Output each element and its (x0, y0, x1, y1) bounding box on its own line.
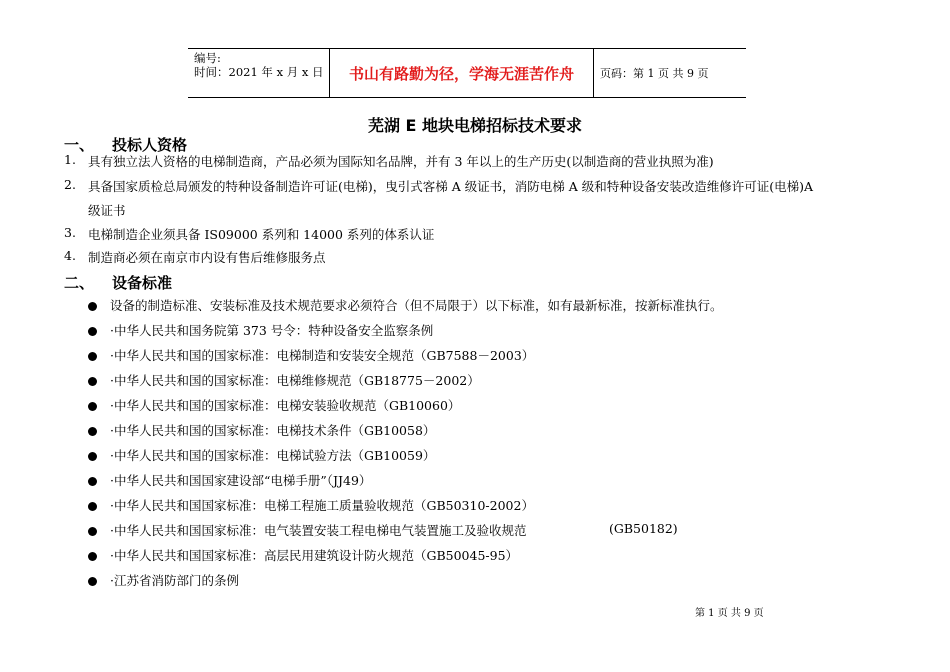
bullet-text: ·中华人民共和国的国家标准：电梯试验方法（GB10059） (110, 448, 436, 463)
bullet-text: ·江苏省消防部门的条例 (110, 573, 239, 588)
item-text: 制造商必须在南京市内设有售后维修服务点 (88, 250, 326, 265)
section-title: 投标人资格 (112, 136, 188, 154)
bullet-icon (88, 502, 97, 511)
section-title: 设备标准 (112, 274, 173, 292)
bullet-item (88, 471, 371, 489)
section-number: 一、 (64, 136, 95, 154)
header-info-cell (188, 49, 330, 97)
bullet-item (88, 421, 435, 439)
bullet-text: ·中华人民共和国的国家标准：电梯维修规范（GB18775－2002） (110, 373, 480, 388)
item-number: 3. (64, 225, 76, 240)
bullet-text: ·中华人民共和国国家标准：电梯工程施工质量验收规范（GB50310-2002） (110, 498, 534, 513)
bullet-item (88, 321, 433, 339)
bullet-text: ·中华人民共和国的国家标准：电梯制造和安装安全规范（GB7588－2003） (110, 348, 535, 363)
bullet-item (88, 496, 534, 514)
bullet-text: ·中华人民共和国国家建设部“电梯手册”（JJ49） (110, 473, 372, 488)
bullet-text: ·中华人民共和国国家标准：高层民用建筑设计防火规范（GB50045-95） (110, 548, 519, 563)
bullet-text: 设备的制造标准、安装标准及技术规范要求必须符合（但不局限于）以下标准，如有最新标准，按新标准执行。 (110, 298, 723, 313)
bullet-icon (88, 527, 97, 536)
bullet-item (88, 521, 526, 539)
standard-code: (GB50182) (609, 521, 678, 536)
bullet-text: ·中华人民共和国的国家标准：电梯安装验收规范（GB10060） (110, 398, 461, 413)
bullet-icon (88, 302, 97, 311)
bullet-icon (88, 352, 97, 361)
header-table (188, 48, 746, 98)
section-number: 二、 (64, 274, 95, 292)
bullet-icon (88, 477, 97, 486)
item-number: 4. (64, 248, 76, 263)
item-text: 电梯制造企业须具备 IS09000 系列和 14000 系列的体系认证 (88, 227, 435, 242)
item-text: 具备国家质检总局颁发的特种设备制造许可证(电梯)，曳引式客梯 A 级证书，消防电梯 A 级和特种设备安装改造维修许可证(电梯)A (88, 179, 813, 194)
bullet-icon (88, 427, 97, 436)
bullet-icon (88, 327, 97, 336)
number-label: 编号: (194, 51, 221, 65)
bullet-text: ·中华人民共和国务院第 373 号令：特种设备安全监察条例 (110, 323, 434, 338)
page-code: 页码：第 1 页 共 9 页 (600, 67, 709, 80)
bullet-icon (88, 452, 97, 461)
item-number: 2. (64, 177, 76, 192)
bullet-item (88, 296, 723, 314)
bullet-icon (88, 402, 97, 411)
bullet-item (88, 546, 518, 564)
section-heading-standards (64, 272, 172, 293)
bullet-item (88, 371, 480, 389)
bullet-item (88, 446, 435, 464)
item-text: 级证书 (88, 203, 126, 218)
bullet-icon (88, 377, 97, 386)
bullet-item (88, 396, 460, 414)
bullet-icon (88, 552, 97, 561)
bullet-item (88, 346, 534, 364)
document-title: 芜湖 E 地块电梯招标技术要求 (367, 116, 583, 135)
bullet-icon (88, 577, 97, 586)
time-label: 时间：2021 年 x 月 x 日 (194, 65, 324, 79)
item-text: 具有独立法人资格的电梯制造商，产品必须为国际知名品牌，并有 3 年以上的生产历史(以制造商的营业执照为准) (88, 154, 714, 169)
bullet-item (88, 571, 239, 589)
bullet-text: ·中华人民共和国的国家标准：电梯技术条件（GB10058） (110, 423, 436, 438)
item-number: 1. (64, 152, 76, 167)
page-footer: 第 1 页 共 9 页 (695, 608, 764, 619)
bullet-text: ·中华人民共和国国家标准：电气装置安装工程电梯电气装置施工及验收规范 (110, 523, 527, 538)
motto: 书山有路勤为径，学海无涯苦作舟 (330, 49, 594, 97)
